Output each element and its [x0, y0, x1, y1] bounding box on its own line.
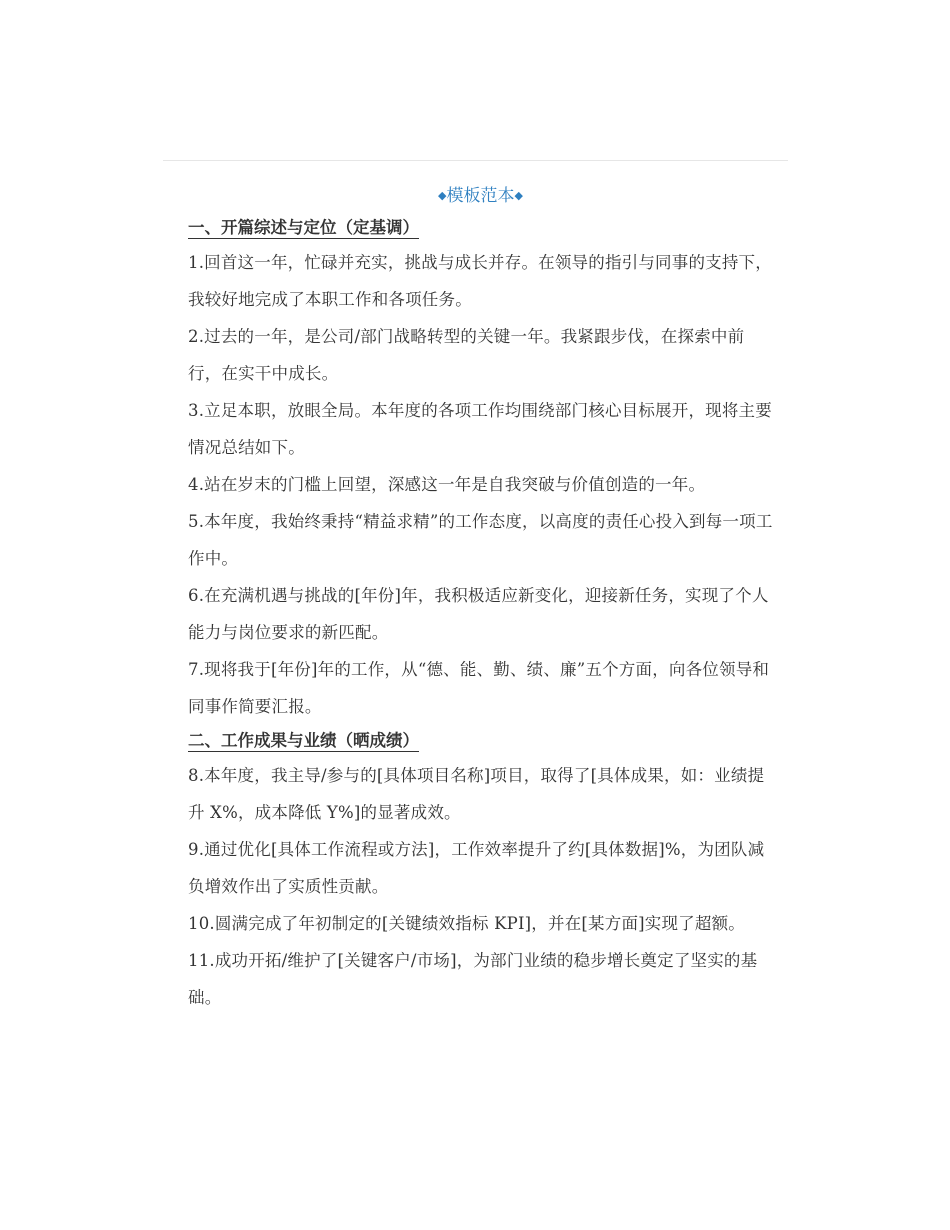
- list-item: 5.本年度，我始终秉持“精益求精”的工作态度，以高度的责任心投入到每一项工作中。: [188, 512, 773, 568]
- document-title: [188, 180, 773, 212]
- list-item: 2.过去的一年，是公司/部门战略转型的关键一年。我紧跟步伐，在探索中前行，在实干中成长。: [188, 327, 745, 383]
- list-item: 7.现将我于[年份]年的工作，从“德、能、勤、绩、廉”五个方面，向各位领导和同事作简要汇报。: [188, 660, 770, 716]
- section-heading: 二、工作成果与业绩（晒成绩）: [188, 731, 419, 750]
- list-item: 8.本年度，我主导/参与的[具体项目名称]项目，取得了[具体成果，如：业绩提升 X%，成本降低 Y%]的显著成效。: [188, 766, 765, 822]
- section-opening: [188, 212, 773, 725]
- diamond-bullet-icon: ◆: [438, 189, 447, 202]
- list-item: 10.圆满完成了年初制定的[关键绩效指标 KPI]，并在[某方面]实现了超额。: [188, 914, 745, 933]
- list-item: 6.在充满机遇与挑战的[年份]年，我积极适应新变化，迎接新任务，实现了个人能力与岗位要求的新匹配。: [188, 586, 769, 642]
- list-item: 1.回首这一年，忙碌并充实，挑战与成长并存。在领导的指引与同事的支持下，我较好地完成了本职工作和各项任务。: [188, 253, 772, 309]
- top-divider: [163, 160, 788, 161]
- section-achievements: [188, 725, 773, 1016]
- list-item: 9.通过优化[具体工作流程或方法]，工作效率提升了约[具体数据]%，为团队减负增效作出了实质性贡献。: [188, 840, 765, 896]
- list-item: 4.站在岁末的门槛上回望，深感这一年是自我突破与价值创造的一年。: [188, 475, 706, 494]
- document-title-text: 模板范本: [446, 186, 515, 206]
- list-item: 11.成功开拓/维护了[关键客户/市场]，为部门业绩的稳步增长奠定了坚实的基础。: [188, 951, 758, 1007]
- document-body: [188, 180, 773, 1016]
- list-item: 3.立足本职，放眼全局。本年度的各项工作均围绕部门核心目标展开，现将主要情况总结如下。: [188, 401, 772, 457]
- section-heading: 一、开篇综述与定位（定基调）: [188, 218, 419, 237]
- diamond-bullet-icon: ◆: [514, 189, 523, 202]
